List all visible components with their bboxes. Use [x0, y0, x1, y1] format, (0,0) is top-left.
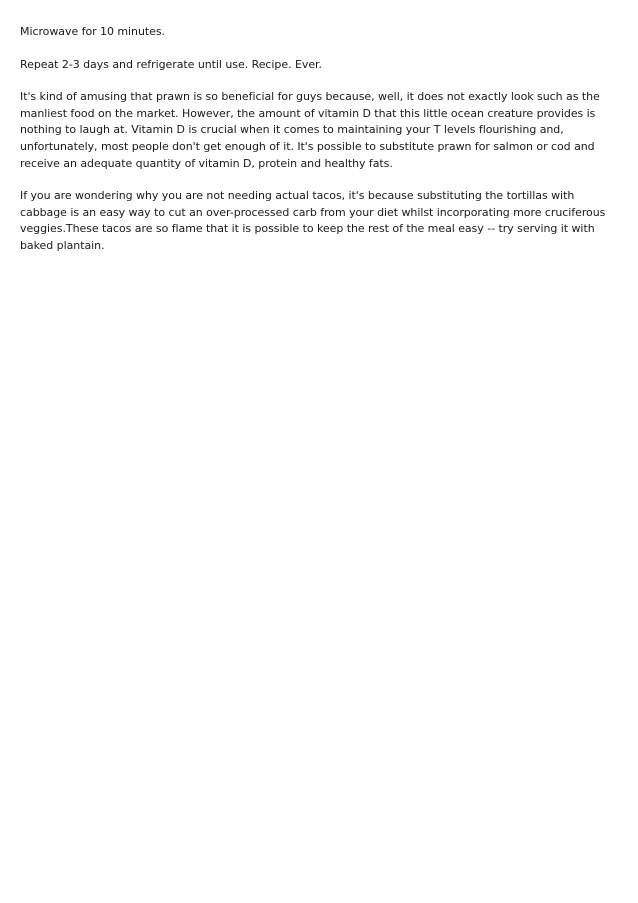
paragraph-repeat: Repeat 2-3 days and refrigerate until use. Recipe. Ever.: [20, 57, 322, 71]
paragraph-cabbage-tacos: If you are wondering why you are not needing actual tacos, it's because substituting the tortillas with cabbage is an easy way to cut an over-processed carb from your diet whilst incorporating more cruciferous veggies.These tacos are so flame that it is possible to keep the rest of the meal easy -- try serving it with baked plantain.: [20, 189, 606, 252]
paragraph-microwave: Microwave for 10 minutes.: [20, 25, 166, 38]
paragraph-prawn-vitamin-d: It's kind of amusing that prawn is so beneficial for guys because, well, it does not exactly look such as the manliest food on the market. However, the amount of vitamin D that this little ocean creature provides is nothing to laugh at. Vitamin D is crucial when it comes to maintaining your T levels flourishing and, unfortunately, most people don't get enough of it. It's possible to substitute prawn for salmon or cod and receive an adequate quantity of vitamin D, protein and healthy fats.: [20, 90, 600, 170]
